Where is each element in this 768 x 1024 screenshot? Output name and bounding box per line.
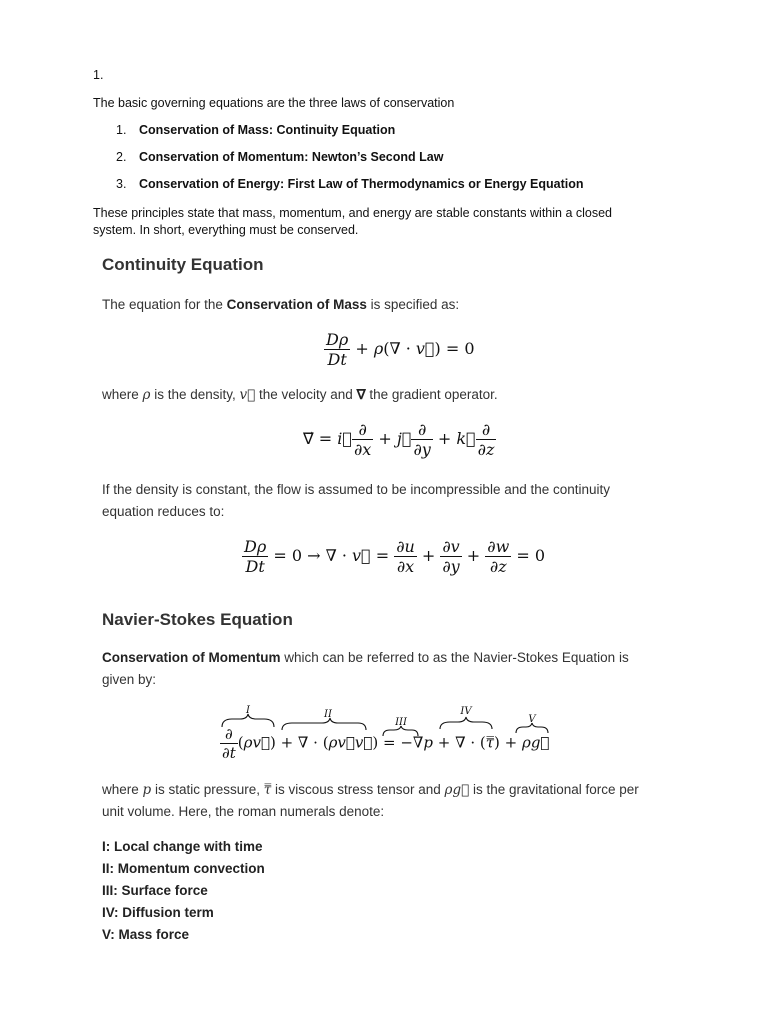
item-number: 1. — [93, 68, 104, 82]
list-item: II: Momentum convection — [102, 861, 265, 876]
list-item — [93, 122, 693, 149]
list-text: Conservation of Energy: First Law of Thermodynamics or Energy Equation — [139, 177, 584, 191]
list-item: I: Local change with time — [102, 839, 263, 854]
navier-intro-line-2: given by: — [102, 672, 157, 687]
label-II: II — [324, 709, 332, 720]
continuity-intro: The equation for the Conservation of Mass is specified as: — [102, 297, 460, 312]
label-I: I — [246, 705, 250, 716]
list-item: IV: Diffusion term — [102, 905, 214, 920]
navier-stokes-heading: Navier-Stokes Equation — [102, 610, 293, 629]
summary-line-1: These principles state that mass, momentum, and energy are stable constants within a closed — [93, 206, 613, 220]
list-number: 2. — [116, 150, 127, 164]
list-text: Conservation of Mass: Continuity Equation — [139, 123, 396, 137]
pressure-definition: where p is static pressure, τ̿ is viscous stress tensor and ρg⃗ is the gravitational force per — [102, 782, 639, 798]
intro-lead: The basic governing equations are the three laws of conservation — [93, 96, 455, 110]
summary-line-2: system. In short, everything must be conserved. — [93, 223, 359, 237]
list-item: V: Mass force — [102, 927, 190, 942]
list-number: 3. — [116, 177, 127, 191]
laws-list — [93, 122, 693, 203]
density-definition: where ρ is the density, v⃗ the velocity and ∇ the gradient operator. — [102, 387, 498, 403]
navier-stokes-equation — [218, 703, 558, 768]
incompressible-equation: $\frac{D\rho}{Dt}$ = 0 → ∇ · v⃗ = $\frac{\partial u}{\partial x}$ + $\frac{\partial v}{\partial y}$ + $\frac{\partial w}{\partial z}$ = 0 — [244, 537, 546, 576]
list-number: 1. — [116, 123, 127, 137]
continuity-heading: Continuity Equation — [102, 255, 264, 274]
terms-list — [102, 836, 265, 946]
numerals-intro: unit volume. Here, the roman numerals denote: — [102, 804, 385, 819]
label-III: III — [395, 717, 407, 728]
incompressible-line-1: If the density is constant, the flow is assumed to be incompressible and the continuity — [102, 482, 611, 497]
list-item — [93, 149, 693, 176]
continuity-equation: $\frac{D\rho}{Dt}$ + ρ(∇ · v⃗) = 0 — [326, 330, 475, 369]
list-text: Conservation of Momentum: Newton’s Second Law — [139, 150, 444, 164]
list-item — [93, 176, 693, 203]
navier-intro-line-1: Conservation of Momentum which can be referred to as the Navier-Stokes Equation is — [102, 650, 629, 665]
navier-stokes-formula: $\frac{\partial}{\partial t}$ (ρv⃗) + ∇ · (ρv⃗v⃗) = −∇p + ∇ · (τ̿) + ρg⃗ — [222, 725, 550, 762]
gradient-operator-equation: ∇⃗ = i⃗ $\frac{\partial}{\partial x}$ + j⃗ $\frac{\partial}{\partial y}$ + k⃗ $\frac{\partial}{\partial z}$ — [303, 420, 495, 459]
label-V: V — [528, 714, 536, 725]
label-IV: IV — [460, 706, 472, 717]
incompressible-line-2: equation reduces to: — [102, 504, 225, 519]
list-item: III: Surface force — [102, 883, 208, 898]
